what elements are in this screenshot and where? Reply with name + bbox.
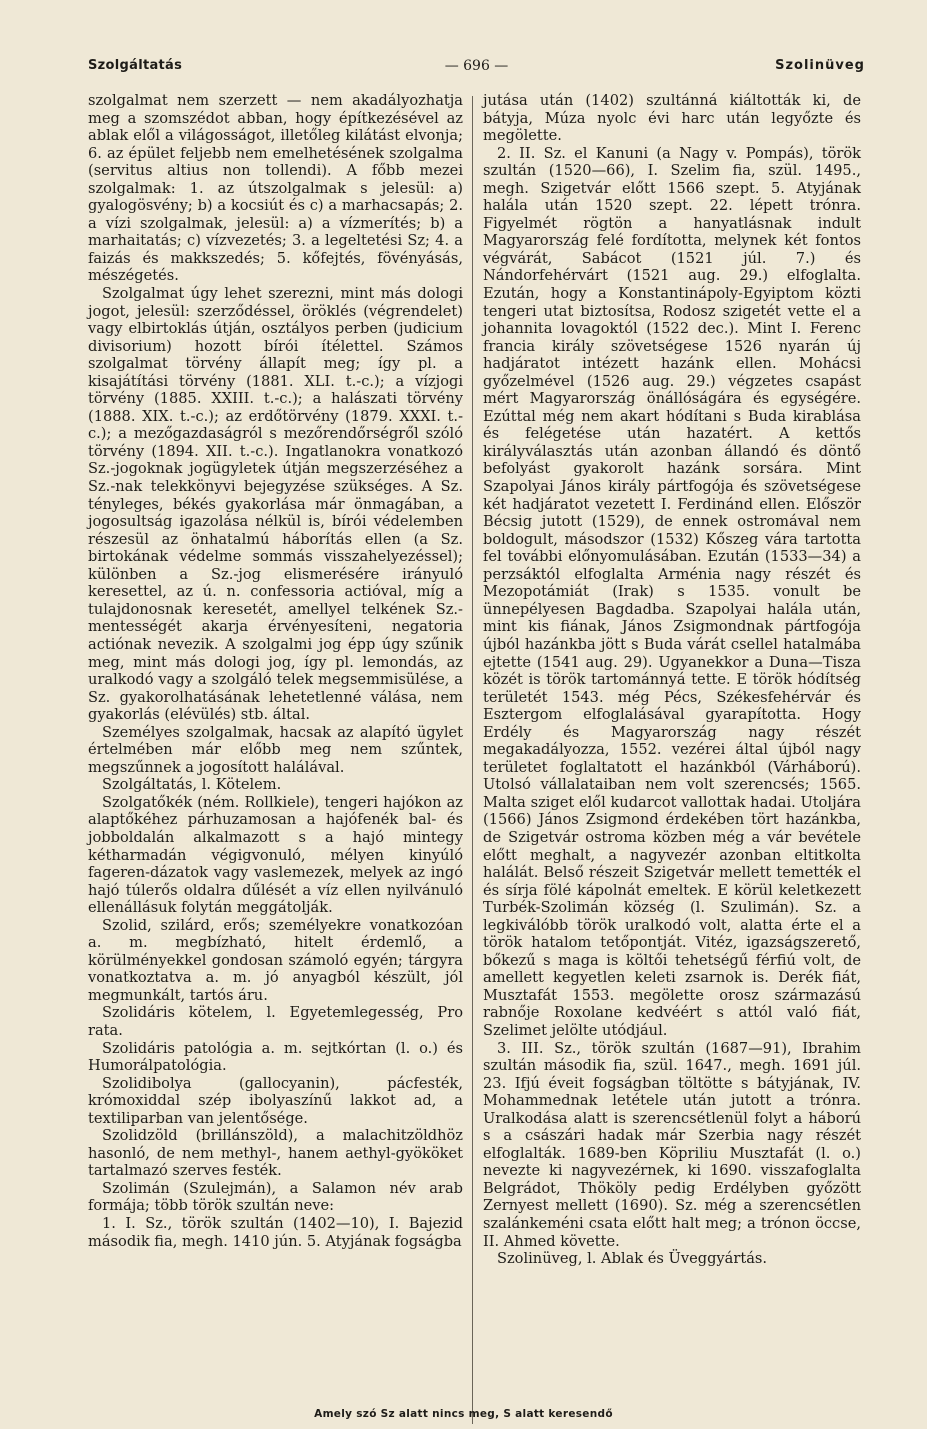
paragraph: 3. III. Sz., török szultán (1687—91), Ibrahim szultán második fia, szül. 1647., megh. 1691 júl. 23. Ifjú éveit fogságban töltötte s bátyjának, IV. Mohammednak letétele után jutott a trónra. Uralkodása alatt is szerencsétlenül folyt a háború s a császári hadak már Szerbia nagy részét elfoglalták. 1689-ben Köpriliu Musztafát (l. o.) nevezte ki nagyvezérnek, ki 1690. visszafoglalta Belgrádot, Thököly pedig Erdélyben győzött Zernyest mellett (1690). Sz. még a szerencsétlen szalánkeméni csata előtt halt meg; a trónon öccse, II. Ahmed követte. — [483, 1039, 861, 1250]
page-number: — 696 — — [444, 58, 509, 74]
entry-szolinuveg: Szolinüveg, l. Ablak és Üveggyártás. — [497, 1250, 768, 1268]
paragraph: 2. II. Sz. el Kanuni (a Nagy v. Pompás), török szultán (1520—66), I. Szelim fia, szül. 1495., megh. Szigetvár előtt 1566 szept. 5. Atyjának halála után 1520 szept. 22. lépett trónra. Figyelmét rögtön a hanyatlásnak indult Magyarország felé fordította, melynek két fontos végvárát, Sabácot (1521 júl. 7.) és Nándorfehérvárt (1521 aug. 29.) elfoglalta. Ezután, hogy a Konstantinápoly-Egyiptom közti tengeri utat biztosítsa, Rodosz szigetét vette el a johannita lovagoktól (1522 dec.). Mint I. Ferenc francia király szövetségese 1526 nyarán új hadjáratot intézett hazánk ellen. Mohácsi győzelmével (1526 aug. 29.) végzetes csapást mért Magyarország önállóságára és egységére. Ezúttal még nem akart hódítani s Buda kirablása és felégetése után hazatért. A kettős királyválasztás után azonban állandó és döntő befolyást gyakorolt hazánk sorsára. Mint Szapolyai János király pártfogója és szövetségese két hadjáratot vezetett I. Ferdinánd ellen. Először Bécsig jutott (1529), de ennek ostromával nem boldogult, másodszor (1532) Kőszeg vára tartotta fel további előnyomulásában. Ezután (1533—34) a perzsáktól elfoglalta Arménia nagy részét és Mezopotámiát (Irak) s 1535. vonult be ünnepélyesen Bagdadba. Szapolyai halála után, mint kis fiának, János Zsigmondnak pártfogója újból hazánkba jött s Buda várát csellel hatalmába ejtette (1541 aug. 29). Ugyanekkor a Duna—Tisza közét is török tartománnyá tette. E török hódítség területét 1543. még Pécs, Székesfehérvár és Esztergom elfoglalásával gyarapította. Hogy Erdély és Magyarország nagy részét megakadályozza, 1552. vezérei által újból nagy területet foglaltatott el hazánkból (Várháború). Utolsó vállalataiban nem volt szerencsés; 1565. Malta sziget elől kudarcot vallottak hadai. Utoljára (1566) János Zsigmond érdekében tört hazánkba, de Szigetvár ostroma közben még a vár bevétele előtt meghalt, a nagyvezér azonban eltitkolta halálát. Belső részeit Szigetvár mellett temették el és sírja fölé kápolnát emeltek. E körül keletkezett Turbék-Szolimán község (l. Szulimán). Sz. a legkiválóbb török uralkodó volt, alatta érte el a török hatalom tetőpontját. Vitéz, igazságszerető, bőkezű s maga is költői tehetségű férfiú volt, de amellett kegyetlen keleti zsarnok is. Derék fiát, Musztafát 1553. megölette orosz származású rabnője Roxolane kedvéért s attól való fiát, Szelimet jelölte utódjául. — [483, 144, 861, 1039]
entry-szolidaris-kotelem: Szolidáris kötelem, l. Egyetemlegesség, Pro rata. — [88, 1004, 463, 1039]
running-header — [88, 58, 865, 80]
left-column — [88, 92, 463, 1250]
paragraph: jutása után (1402) szultánná kiáltották ki, de bátyja, Múza nyolc évi harc után legyőzte és megölette. — [483, 92, 861, 145]
paragraph: Személyes szolgalmak, hacsak az alapító ügylet értelmében már előbb meg nem szűntek, megszűnnek a jogosított halálával. — [88, 723, 463, 776]
paragraph: Szolgalmat úgy lehet szerezni, mint más dologi jogot, jelesül: szerződéssel, öröklés (végrendelet) vagy elbirtoklás útján, osztályos perben (judicium divisorium) hozott bírói ítélettel. Számos szolgalmat törvény állapít meg; így pl. a kisajátítási törvény (1881. XLI. t.-c.); a vízjogi törvény (1885. XXIII. t.-c.); a halászati törvény (1888. XIX. t.-c.); az erdőtörvény (1879. XXXI. t.-c.); a mezőgazdaságról s mezőrendőrségről szóló törvény (1894. XII. t.-c.). Ingatlanokra vonatkozó Sz.-jogoknak jogügyletek útján megszerzéséhez a Sz.-nak telekkönyvi bejegyzése szükséges. A Sz. tényleges, békés gyakorlása már önmagában, a jogosultság igazolása nélkül is, bírói védelemben részesül az önhatalmú háborítás ellen (a Sz. birtokának védelme sommás visszahelyezéssel); különben a Sz.-jog elismerésére irányuló keresettel, az ú. n. confessoria actióval, míg a tulajdonosnak keresetét, amellyel telkének Sz.-mentességét akarja érvényesíteni, negatoria actiónak nevezik. A szolgalmi jog épp úgy szűnik meg, mint más dologi jog, így pl. lemondás, az uralkodó vagy a szolgáló telek megsemmisülése, a Sz. gyakorolhatásának lehetetlenné válása, nem gyakorlás (elévülés) stb. által. — [88, 285, 463, 724]
column-divider — [472, 96, 473, 1424]
entry-szoliman: Szolimán (Szulejmán), a Salamon név arab formája; több török szultán neve: — [88, 1179, 463, 1215]
paragraph: szolgalmat nem szerzett — nem akadályozhatja meg a szomszédot abban, hogy építkezésével az ablak elől a világosságot, illetőleg kilátást elvonja; 6. az épület feljebb nem emelhetésének szolgalma (servitus altius non tollendi). A főbb mezei szolgalmak: 1. az útszolgalmak s jelesül: a) gyalogösvény; b) a kocsiút és c) a marhacsapás; 2. a vízi szolgalmak, jelesül: a) a vízmerítés; b) a marhaitatás; c) vízvezetés; 3. a legeltetési Sz; 4. a faizás és makkszedés; 5. kőfejtés, fövényásás, mészégetés. — [88, 92, 463, 285]
entry-szolid: Szolid, szilárd, erős; személyekre vonatkozóan a. m. megbízható, hitelt érdemlő, a körülményekkel gondosan számoló egyén; tárgyra vonatkoztatva a. m. jó anyagból készült, jól megmunkált, tartós áru. — [88, 916, 463, 1004]
entry-szolidaris-patologia: Szolidáris patológia a. m. sejtkórtan (l. o.) és Humorálpatológia. — [88, 1039, 463, 1075]
entry-szolgaltatas: Szolgáltatás, l. Kötelem. — [102, 776, 282, 794]
header-left-term: Szolgáltatás — [88, 58, 183, 73]
entry-szolidibolya: Szolidibolya (gallocyanin), pácfesték, krómoxiddal szép ibolyaszínű lakkot ad, a textiliparban van jelentősége. — [88, 1074, 463, 1127]
footer-note: Amely szó Sz alatt nincs meg, S alatt keresendő — [314, 1408, 613, 1420]
paragraph: 1. I. Sz., török szultán (1402—10), I. Bajezid második fia, megh. 1410 jún. 5. Atyjának fogságba — [88, 1215, 463, 1250]
header-right-term: Szolinüveg — [775, 58, 865, 73]
right-column — [483, 92, 861, 1268]
entry-szolgatokek: Szolgatőkék (ném. Rollkiele), tengeri hajókon az alaptőkéhez párhuzamosan a hajófenék bal- és jobboldalán alkalmazott s a hajó mintegy kétharmadán végigvonuló, mélyen kinyúló fageren-dázatok vagy vaslemezek, melyek az ingó hajó túlerős oldalra dűlését a víz ellen nyilvánuló ellenállásuk folytán meggátolják. — [88, 793, 463, 917]
entry-szolidzold: Szolidzöld (brillánszöld), a malachitzöldhöz hasonló, de nem methyl-, hanem aethyl-gyököket tartalmazó szerves festék. — [88, 1127, 463, 1180]
